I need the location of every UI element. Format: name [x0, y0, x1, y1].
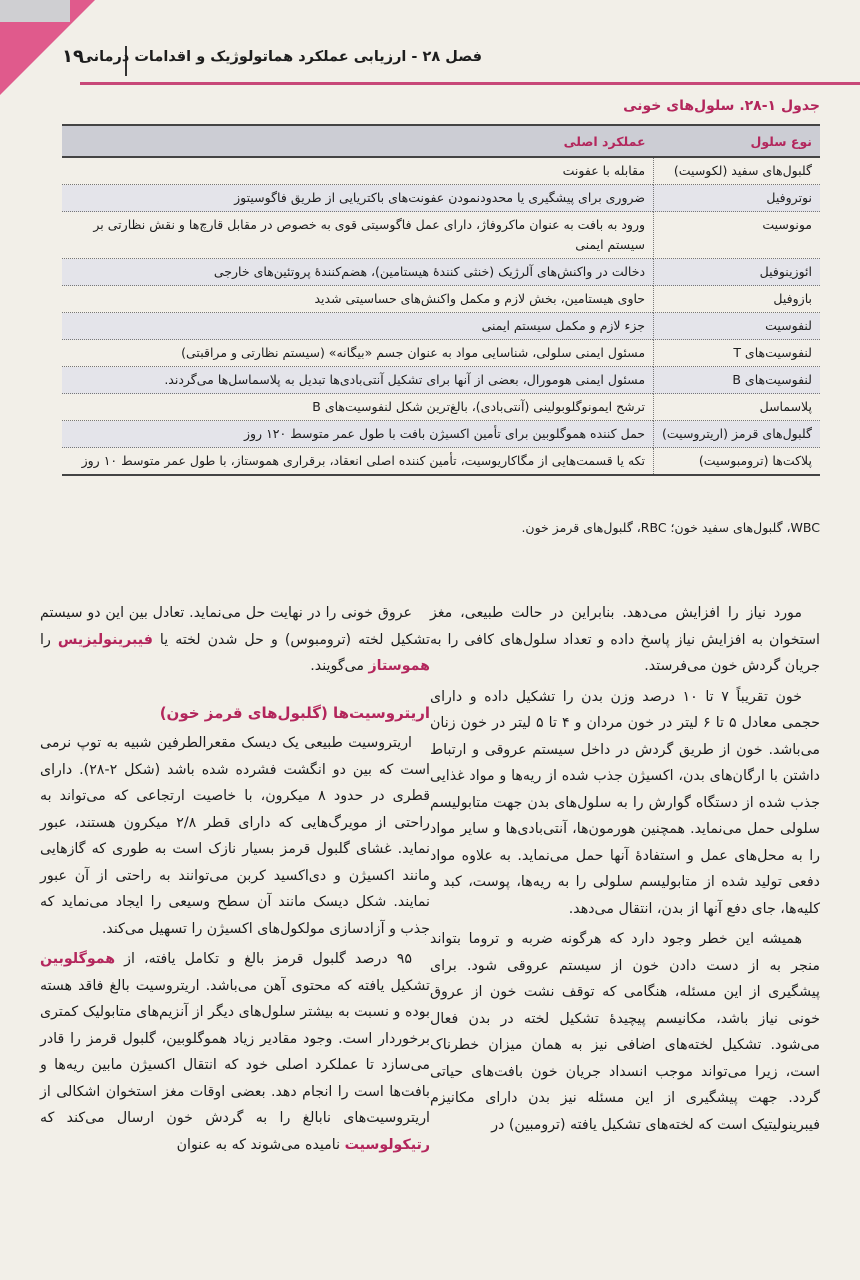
cell-function: حاوی هیستامین، بخش لازم و مکمل واکنش‌های حساسیتی شدید	[62, 286, 654, 313]
paragraph	[40, 600, 430, 680]
table-row	[62, 185, 820, 212]
table-row	[62, 367, 820, 394]
term-reticulocyte: رتیکولوسیت	[344, 1136, 430, 1153]
paragraph-text: می‌گویند.	[310, 658, 369, 674]
table-caption: جدول ۱-۲۸. سلول‌های خونی	[623, 98, 820, 114]
table-row	[62, 394, 820, 421]
paragraph: همیشه این خطر وجود دارد که هرگونه ضربه و تروما بتواند منجر به از دست دادن خون از سیستم عروقی شود. برای پیشگیری از این مسئله، هنگامی که توقف نشت خون از عروق خونی نیاز باشد، مکانیسم پیچیدهٔ تشکیل لخته در بدن فعال می‌شود. تشکیل لخته‌های اضافی نیز به همان میزان خطرناک است، زیرا می‌تواند موجب انسداد جریان خون بافت‌های حیاتی گردد. جهت پیشگیری از این مسئله نیز بدن دارای مکانیزم فیبرینولیتیک است که لخته‌های تشکیل یافته (ترومبین) در	[430, 931, 820, 1133]
cell-type: لنفوسیت‌های T	[654, 340, 820, 367]
section-heading: اریتروسیت‌ها (گلبول‌های قرمز خون)	[159, 703, 430, 722]
cell-function: ورود به بافت به عنوان ماکروفاژ، دارای عمل فاگوسیتی قوی به خصوص در مقابل قارچ‌ها و نقش نظارتی بر سیستم ایمنی	[62, 212, 654, 259]
cell-type: پلاسماسل	[654, 394, 820, 421]
table-row	[62, 259, 820, 286]
paragraph-text: نامیده می‌شوند که به عنوان	[176, 1136, 345, 1153]
term-hemoglobin: هموگلوبین	[40, 951, 116, 967]
cell-function: ضروری برای پیشگیری یا محدودنمودن عفونت‌های باکتریایی از طریق فاگوسیتوز	[62, 185, 654, 212]
cell-type: گلبول‌های قرمز (اریتروسیت)	[654, 421, 820, 448]
paragraph-text: تشکیل یافته که محتوی آهن می‌باشد. اریتروسیت بالغ فاقد هسته بوده و نسبت به بیشتر سلول‌های دیگر از آنزیم‌های متابولیک کمتری برخوردار است. وجود مقادیر زیاد هموگلوبین، گلبول قرمز را قادر می‌سازد تا عملکرد اصلی خود که انتقال اکسیژن مابین ریه‌ها و بافت‌ها است را انجام دهد. بعضی اوقات مغز استخوان اشکالی از اریتروسیت‌های نابالغ را به گردش خون ارسال می‌کند که	[40, 977, 430, 1126]
table-footnote: WBC، گلبول‌های سفید خون؛ RBC، گلبول‌های قرمز خون.	[521, 520, 820, 535]
cell-type: بازوفیل	[654, 286, 820, 313]
paragraph-text: عروق خونی را در نهایت حل می‌نماید. تعادل بین این دو سیستم تشکیل لخته (ترومبوس) و حل شدن لخته یا	[40, 605, 430, 648]
cell-type: گلبول‌های سفید (لکوسیت)	[654, 157, 820, 185]
table-row	[62, 340, 820, 367]
cell-type: مونوسیت	[654, 212, 820, 259]
cell-function: مقابله با عفونت	[62, 157, 654, 185]
cell-function: مسئول ایمنی هومورال، بعضی از آنها برای تشکیل آنتی‌بادی‌ها تبدیل به پلاسماسل‌ها می‌گردند.	[62, 367, 654, 394]
chapter-title: فصل ۲۸ - ارزیابی عملکرد هماتولوژیک و اقدامات درمانی	[78, 49, 482, 65]
cell-function: مسئول ایمنی سلولی، شناسایی مواد به عنوان جسم «بیگانه» (سیستم نظارتی و مراقبتی)	[62, 340, 654, 367]
cell-type: لنفوسیت‌های B	[654, 367, 820, 394]
text-column-right	[430, 600, 820, 1142]
cell-function: جزء لازم و مکمل سیستم ایمنی	[62, 313, 654, 340]
text-column-left	[40, 600, 430, 1162]
page-corner-shade	[0, 0, 70, 22]
cell-function: حمل کننده هموگلوبین برای تأمین اکسیژن بافت با طول عمر متوسط ۱۲۰ روز	[62, 421, 654, 448]
cell-function: دخالت در واکنش‌های آلرژیک (خنثی کنندهٔ هیستامین)، هضم‌کنندهٔ پروتئین‌های خارجی	[62, 259, 654, 286]
paragraph: اریتروسیت طبیعی یک دیسک مقعرالطرفین شبیه به توپ نرمی است که بین دو انگشت فشرده شده باشد (شکل ۲-۲۸). دارای قطری در حدود ۸ میکرون، با خاصیت ارتجاعی که می‌تواند به راحتی از مویرگ‌هایی که دارای قطر ۲/۸ میکرون هستند، عبور نماید. غشای گلبول قرمز بسیار نازک است به طوری که گازهایی مانند اکسیژن و دی‌اکسید کربن می‌توانند به راحتی از آن عبور نمایند. شکل دیسک مانند آن سطح وسیعی را ایجاد می‌نماید که جذب و آزادسازی مولکول‌های اکسیژن را تسهیل می‌کند.	[40, 735, 430, 937]
table-header-row	[62, 125, 820, 157]
header-rule	[80, 82, 860, 85]
table-row	[62, 212, 820, 259]
paragraph: خون تقریباً ۷ تا ۱۰ درصد وزن بدن را تشکیل داده و دارای حجمی معادل ۵ تا ۶ لیتر در خون مردان و ۴ تا ۵ لیتر در خون زنان می‌باشد. خون از طریق گردش در داخل سیستم عروقی و ارتباط داشتن با ارگان‌های بدن، اکسیژن جذب شده از ریه‌ها و مواد غذایی جذب شده از دستگاه گوارش را به سلول‌های بدن جهت متابولیسم سلولی حمل می‌نماید. همچنین هورمون‌ها، آنتی‌بادی‌ها و سایر مواد را به محل‌های عمل و استفادهٔ آنها حمل می‌نماید. به علاوه مواد دفعی تولید شده از متابولیسم سلولی را به ریه‌ها، پوست، کبد و کلیه‌ها، جای دفع آنها از بدن، انتقال می‌دهد.	[430, 688, 820, 917]
cell-function: ترشح ایمونوگلوبولینی (آنتی‌بادی)، بالغ‌ترین شکل لنفوسیت‌های B	[62, 394, 654, 421]
blood-cells-table	[62, 124, 820, 476]
cell-type: لنفوسیت	[654, 313, 820, 340]
term-fibrinolysis: فیبرینولیزیس	[57, 631, 153, 648]
table-row	[62, 286, 820, 313]
cell-function: تکه یا قسمت‌هایی از مگاکاریوسیت، تأمین کننده اصلی انعقاد، برقراری هموستاز، با طول عمر متوسط ۱۰ روز	[62, 448, 654, 476]
cell-type: ائوزینوفیل	[654, 259, 820, 286]
paragraph	[40, 946, 430, 1158]
column-header-function: عملکرد اصلی	[62, 125, 654, 157]
page-number: ۱۹	[62, 46, 84, 67]
table-row	[62, 421, 820, 448]
column-header-type: نوع سلول	[654, 125, 820, 157]
table-row	[62, 157, 820, 185]
page-header	[40, 40, 860, 82]
table-row	[62, 448, 820, 476]
cell-type: پلاکت‌ها (ترومبوسیت)	[654, 448, 820, 476]
term-hemostasis: هموستاز	[368, 658, 430, 674]
table-row	[62, 313, 820, 340]
cell-type: نوتروفیل	[654, 185, 820, 212]
paragraph-text: را	[40, 631, 58, 648]
paragraph: مورد نیاز را افزایش می‌دهد. بنابراین در حالت طبیعی، مغز استخوان به افزایش نیاز پاسخ داده و تعداد سلول‌های کافی را به جریان گردش خون می‌فرستد.	[430, 605, 820, 674]
paragraph-text: ۹۵ درصد گلبول قرمز بالغ و تکامل یافته، از	[115, 951, 412, 967]
